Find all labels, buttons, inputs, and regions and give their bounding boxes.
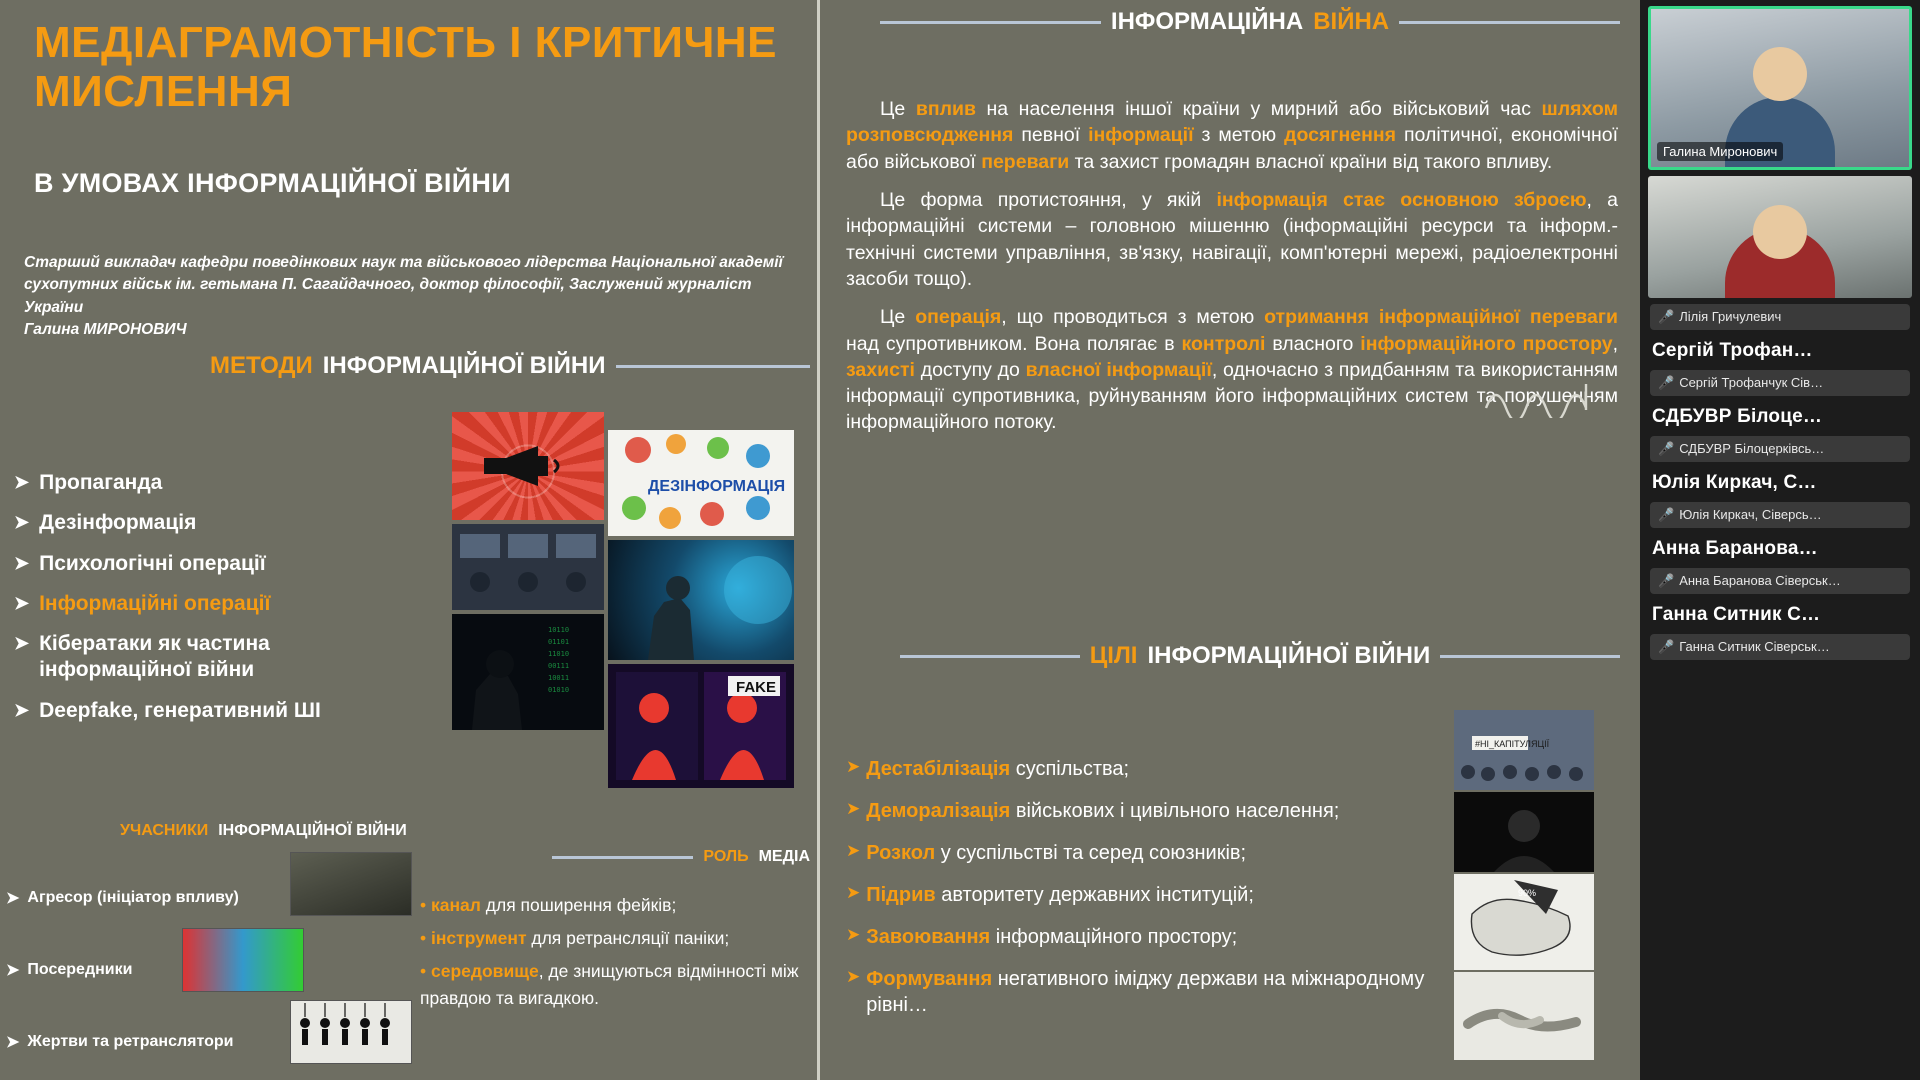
media-role-rest: для поширення фейків; [480, 895, 677, 915]
media-role-list [420, 892, 820, 1019]
page-subtitle: В УМОВАХ ІНФОРМАЦІЙНОЇ ВІЙНИ [34, 168, 511, 198]
heading-rule-left2 [880, 21, 1101, 24]
slide-right-column [820, 0, 1640, 1080]
media-role-accent: інструмент [431, 928, 527, 949]
fake-image [608, 664, 794, 788]
handshake-graphic [1454, 972, 1594, 1060]
participant-chip-2[interactable] [1650, 304, 1910, 330]
participant-type-label: Посередники [27, 961, 133, 978]
participant-entry[interactable] [1640, 462, 1920, 496]
operators-room-graphic [452, 524, 604, 610]
arrow-bullet-icon: ➤ [6, 890, 20, 907]
participant-type-item [6, 862, 306, 934]
goals-item-accent: Формування [866, 968, 993, 990]
mic-muted-icon: 🎤 [1658, 573, 1675, 588]
svg-text:#НІ_КАПІТУЛЯЦІЇ: #НІ_КАПІТУЛЯЦІЇ [1475, 739, 1550, 749]
puppets-graphic [291, 1001, 409, 1061]
goals-item-accent: Розкол [866, 842, 936, 864]
goals-list-item [846, 924, 1446, 950]
participants-heading-accent: УЧАСНИКИ [120, 822, 209, 839]
information-war-paragraph: Це операція, що проводиться з метою отримання інформаційної переваги над супротивником. Вона полягає в контролі власного інформаційного простору, захисті доступу до власної інформації, одночасно з придбанням та використанням інформації супротивника, руйнуванням його інформаційних систем та порушенням інформаційного потоку. [846, 306, 1618, 434]
media-role-heading-rest: МЕДІА [758, 848, 810, 865]
hacker-image [452, 614, 604, 730]
handshake-image [1454, 972, 1594, 1060]
dot-bullet-icon: • [420, 961, 431, 982]
svg-text:90%: 90% [1518, 888, 1537, 898]
goals-list-item [846, 756, 1446, 782]
arrow-bullet-icon: ➤ [6, 962, 20, 979]
svg-text:10011: 10011 [548, 674, 570, 682]
goals-item-accent: Завоювання [866, 926, 991, 948]
protest-crowd-image [1454, 710, 1594, 790]
goals-list [846, 756, 1446, 1034]
goals-item-accent: Дестабілізація [866, 758, 1011, 780]
methods-heading-rest: ІНФОРМАЦІЙНОЇ ВІЙНИ [322, 352, 606, 379]
methods-list-item [14, 591, 404, 617]
mediators-thumbnail [182, 928, 304, 992]
participant-name: Ганна Ситник С… [1652, 604, 1821, 625]
mic-muted-icon: 🎤 [1658, 507, 1675, 522]
disinformation-image [608, 430, 794, 536]
media-role-heading-accent: РОЛЬ [703, 848, 749, 865]
mic-muted-icon: 🎤 [1658, 309, 1675, 324]
mic-muted-icon: 🎤 [1658, 639, 1675, 654]
methods-list-item [14, 631, 404, 684]
goals-item-rest: негативного іміджу держави на міжнародному рівні… [866, 968, 1425, 1016]
methods-list [14, 470, 404, 738]
media-role-accent: середовище [431, 961, 539, 982]
aggressor-thumbnail [290, 852, 412, 916]
operators-room-image [452, 524, 604, 610]
ukraine-map-graphic [1454, 874, 1594, 970]
participant-name: Анна Баранова… [1652, 538, 1818, 559]
heading-rule-left3 [900, 655, 1080, 658]
goals-item-rest: у суспільстві та серед союзників; [935, 842, 1247, 864]
heading-rule [616, 365, 810, 368]
participant-name: Юлія Киркач, С… [1652, 472, 1817, 493]
protest-graphic [1454, 710, 1594, 790]
mic-muted-icon: 🎤 [1658, 375, 1675, 390]
participants-heading [120, 822, 420, 840]
participant2-head-shape [1753, 205, 1807, 259]
goals-heading-accent: ЦІЛІ [1089, 642, 1138, 669]
participant-chip-label: Ганна Ситник Сіверськ… [1679, 639, 1830, 654]
arrow-bullet-icon: ➤ [14, 592, 30, 613]
svg-text:00111: 00111 [548, 662, 570, 670]
participant-entry[interactable] [1640, 330, 1920, 364]
participant-video-tile-2[interactable] [1648, 176, 1912, 298]
participant-chip-label: СДБУВР Білоцерківсь… [1679, 441, 1825, 456]
goals-list-item [846, 840, 1446, 866]
author-line: Галина МИРОНОВИЧ [24, 321, 187, 339]
page-title: МЕДІАГРАМОТНІСТЬ І КРИТИЧНЕ МИСЛЕННЯ [34, 18, 778, 117]
participant-name: СДБУВР Білоце… [1652, 406, 1823, 427]
svg-text:10110: 10110 [548, 626, 570, 634]
goals-heading-rest: ІНФОРМАЦІЙНОЇ ВІЙНИ [1147, 642, 1431, 669]
participant-entry[interactable] [1640, 594, 1920, 628]
megaphone-image [452, 412, 604, 520]
participant-rows [1640, 330, 1920, 660]
participant-chip[interactable] [1650, 370, 1910, 396]
iw-heading-orange: ВІЙНА [1313, 8, 1390, 35]
media-role-item [420, 892, 820, 919]
information-war-paragraph: Це вплив на населення іншої країни у мирний або військовий час шляхом розповсюдження певної інформації з метою досягнення політичної, економічної або військової переваги та захист громадян власної країни від такого впливу. [846, 98, 1619, 173]
participant-type-label: Агресор (ініціатор впливу) [27, 889, 239, 906]
arrow-bullet-icon: ➤ [846, 799, 861, 818]
goals-list-item [846, 798, 1446, 824]
despair-image [1454, 792, 1594, 872]
participant-chip[interactable] [1650, 502, 1910, 528]
methods-list-item-label: Deepfake, генеративний ШІ [39, 698, 321, 722]
heading-rule-right3 [1440, 655, 1620, 658]
arrow-bullet-icon: ➤ [14, 512, 30, 533]
heading-rule-left [552, 856, 693, 859]
victims-thumbnail [290, 1000, 412, 1064]
megaphone-icon [476, 442, 580, 490]
svg-text:11010: 11010 [548, 650, 570, 658]
video-conference-sidebar [1640, 0, 1920, 1080]
media-role-heading [552, 848, 810, 866]
arrow-bullet-icon: ➤ [14, 472, 30, 492]
active-speaker-tile[interactable] [1648, 6, 1912, 170]
participant-chip[interactable] [1650, 568, 1910, 594]
methods-list-item [14, 470, 404, 496]
goals-heading [900, 642, 1620, 670]
participant-type-item [6, 1006, 306, 1078]
dot-bullet-icon: • [420, 928, 431, 949]
methods-heading-accent: МЕТОДИ [210, 352, 313, 379]
participant-entry[interactable] [1640, 528, 1920, 562]
goals-list-item [846, 882, 1446, 908]
active-speaker-name: Галина Миронович [1663, 144, 1778, 159]
goals-item-rest: авторитету державних інституцій; [935, 884, 1254, 906]
media-role-rest: для ретрансляції паніки; [526, 928, 730, 949]
information-war-heading [880, 8, 1620, 36]
arrow-bullet-icon: ➤ [846, 967, 861, 986]
methods-list-item-label: Дезінформація [39, 511, 197, 535]
participant-chip[interactable] [1650, 634, 1910, 660]
methods-list-item-label: Пропаганда [39, 471, 163, 494]
goals-item-rest: суспільства; [1010, 758, 1130, 780]
media-role-item [420, 925, 820, 952]
author-line: Старший викладач кафедри поведінкових наук та військового лідерства Національної академії сухопутних військ ім. гетьмана П. Сагайдачного, доктор філософії, Заслужений журналіст України [24, 254, 783, 316]
information-war-paragraph: Це форма протистояння, у якій інформація стає основною зброєю, а інформаційні системи – головною мішенню (інформаційні ресурси та інформ.-технічні системи управління, зв'язку, навігації, комп'ютерні мережі, радіоелектронні засоби тощо). [846, 188, 1619, 290]
despair-graphic [1454, 792, 1594, 872]
participant-chip-2-label: Лілія Гричулевич [1679, 309, 1782, 324]
author-credentials [24, 252, 814, 342]
speaker-head-shape [1753, 47, 1807, 101]
methods-list-item [14, 510, 404, 536]
participant-name: Сергій Трофан… [1652, 340, 1813, 361]
goals-item-accent: Деморалізація [866, 800, 1011, 822]
iw-heading-white: ІНФОРМАЦІЙНА [1110, 8, 1304, 35]
methods-list-item-label: Кібератаки як частина інформаційної війни [39, 632, 270, 682]
map-image [1454, 874, 1594, 970]
media-role-accent: канал [431, 895, 481, 915]
methods-image-mosaic [452, 412, 790, 804]
media-role-item [420, 958, 820, 1012]
arrow-bullet-icon: ➤ [846, 757, 861, 776]
goals-list-item [846, 966, 1446, 1018]
arrow-bullet-icon: ➤ [14, 699, 30, 720]
soldier-silhouette [608, 540, 794, 660]
heading-rule-right2 [1399, 21, 1620, 24]
methods-heading [210, 352, 810, 380]
arrow-bullet-icon: ➤ [846, 925, 861, 944]
methods-list-item-label: Інформаційні операції [39, 591, 271, 615]
active-speaker-nameplate [1657, 142, 1783, 161]
svg-text:01101: 01101 [548, 638, 570, 646]
participant-chip-label: Юлія Киркач, Сіверсь… [1679, 507, 1822, 522]
slide-left-column [0, 0, 820, 1080]
goals-image-mosaic [1454, 710, 1594, 1070]
goals-item-rest: інформаційного простору; [990, 926, 1238, 948]
svg-text:FAKE: FAKE [736, 679, 777, 696]
mic-muted-icon: 🎤 [1658, 441, 1675, 456]
methods-list-item [14, 551, 404, 577]
arrow-bullet-icon: ➤ [846, 841, 861, 860]
participant-type-label: Жертви та ретранслятори [27, 1033, 234, 1050]
decorative-squiggle-icon [1482, 378, 1612, 418]
participant-chip-label: Сергій Трофанчук Сів… [1679, 375, 1824, 390]
soldier-cyber-image [608, 540, 794, 660]
participants-heading-rest: ІНФОРМАЦІЙНОЇ ВІЙНИ [218, 822, 407, 839]
arrow-bullet-icon: ➤ [6, 1034, 20, 1051]
disinformation-label: ДЕЗІНФОРМАЦІЯ [648, 478, 786, 495]
participant-chip[interactable] [1650, 436, 1910, 462]
participant-entry[interactable] [1640, 396, 1920, 430]
goals-item-accent: Підрив [866, 884, 936, 906]
arrow-bullet-icon: ➤ [14, 633, 30, 653]
participant-chip-label: Анна Баранова Сіверськ… [1679, 573, 1841, 588]
svg-text:01010: 01010 [548, 686, 570, 694]
arrow-bullet-icon: ➤ [14, 552, 30, 573]
methods-list-item-label: Психологічні операції [39, 551, 266, 575]
goals-item-rest: військових і цивільного населення; [1010, 800, 1340, 822]
fake-graphic [608, 664, 794, 788]
dot-bullet-icon: • [420, 895, 431, 915]
media-role-rest: , де знищуються відмінності між правдою та вигадкою. [420, 961, 799, 1009]
methods-list-item [14, 698, 404, 724]
arrow-bullet-icon: ➤ [846, 883, 861, 902]
hacker-graphic [452, 614, 604, 730]
